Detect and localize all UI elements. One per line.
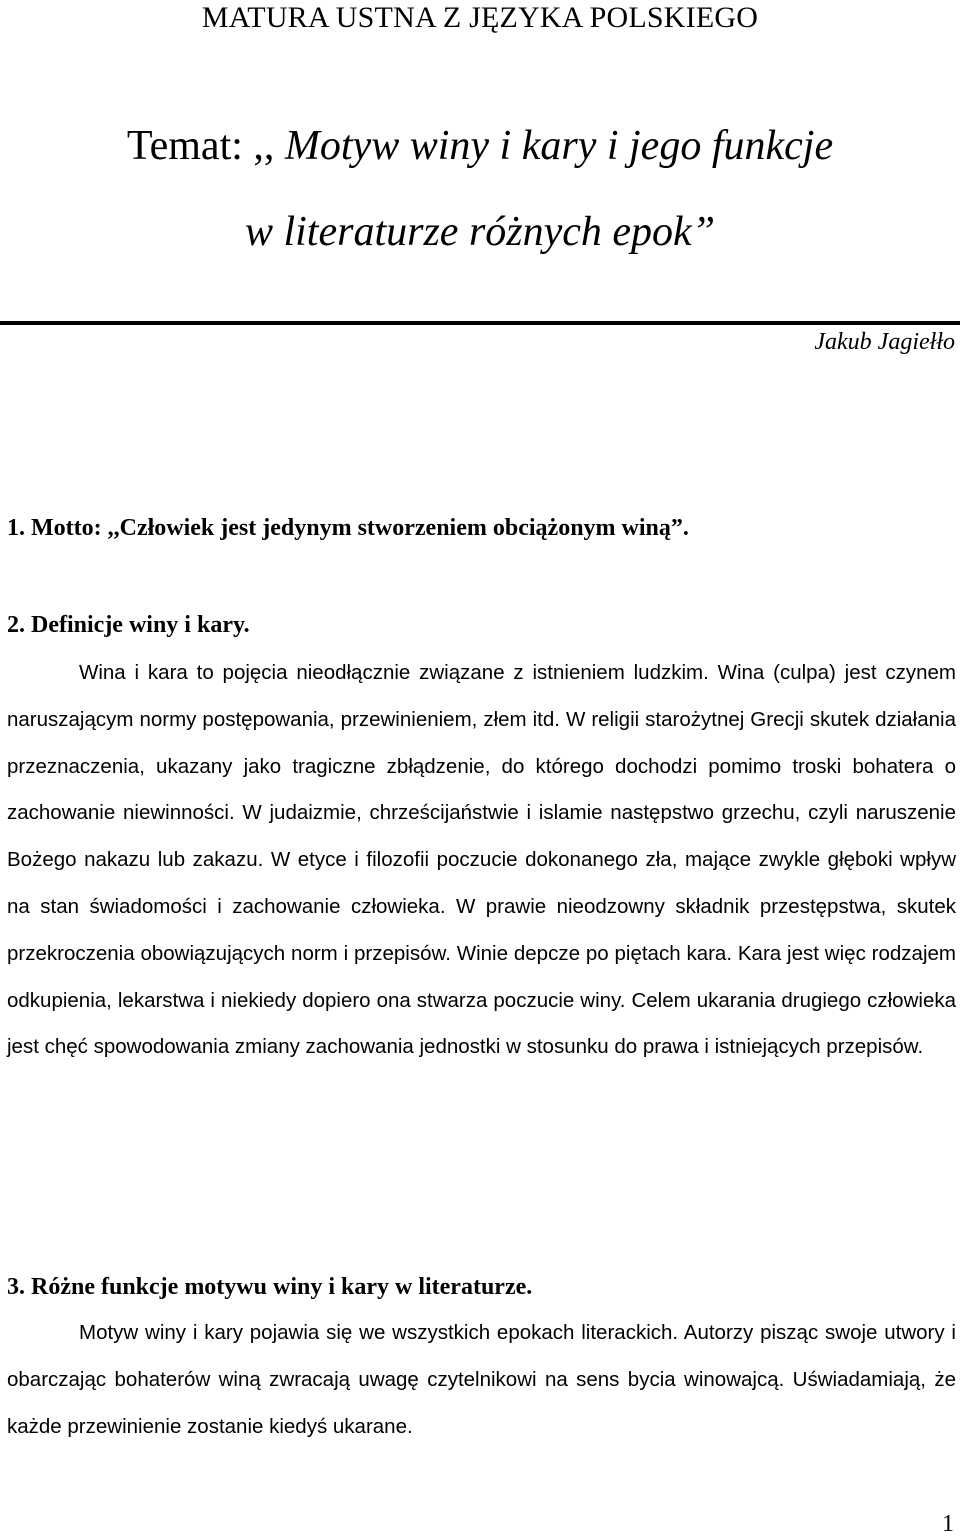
functions-heading: 3. Różne funkcje motywu winy i kary w literaturze. [7, 1274, 533, 1300]
topic-title-italic-1: Motyw winy i kary i jego funkcje [284, 123, 834, 169]
definitions-paragraph: Wina i kara to pojęcia nieodłącznie związane z istnieniem ludzkim. Wina (culpa) jest czynem naruszającym normy postępowania, przewinieniem, złem itd. W religii starożytnej Grecji skutek działania przeznaczenia, ukazany jako tragiczne zbłądzenie, do którego dochodzi pomimo troski bohatera o zachowanie niewinności. W judaizmie, chrześcijaństwie i islamie następstwo grzechu, czyli naruszenie Bożego nakazu lub zakazu. W etyce i filozofii poczucie dokonanego zła, mające zwykle głęboki wpływ na stan świadomości i zachowanie człowieka. W prawie nieodzowny składnik przestępstwa, skutek przekroczenia obowiązujących norm i przepisów. Winie depcze po piętach kara. Kara jest więc rodzajem odkupienia, lekarstwa i niekiedy dopiero ona stwarza poczucie winy. Celem ukarania drugiego człowieka jest chęć spowodowania zmiany zachowania jednostki w stosunku do prawa i istniejących przepisów. [7, 661, 956, 1059]
topic-title-line-2: w literaturze różnych epok” [244, 209, 716, 255]
topic-title [0, 103, 960, 275]
page-number: 1 [942, 1511, 954, 1537]
functions-paragraph: Motyw winy i kary pojawia się we wszystkich epokach literackich. Autorzy pisząc swoje utwory i obarczając bohaterów winą zwracają uwagę czytelnikowi na sens bycia winowajcą. Uświadamiają, że każde przewinienie zostanie kiedyś ukarane. [7, 1321, 956, 1438]
topic-prefix: Temat: ,, [126, 123, 275, 169]
motto-heading: 1. Motto: ,,Człowiek jest jedynym stworzeniem obciążonym winą”. [7, 515, 689, 541]
definitions-heading: 2. Definicje winy i kary. [7, 612, 250, 638]
horizontal-rule [0, 321, 960, 325]
author-name: Jakub Jagiełło [814, 329, 955, 355]
topic-title-line-1 [0, 103, 960, 189]
document-header: MATURA USTNA Z JĘZYKA POLSKIEGO [201, 1, 759, 34]
